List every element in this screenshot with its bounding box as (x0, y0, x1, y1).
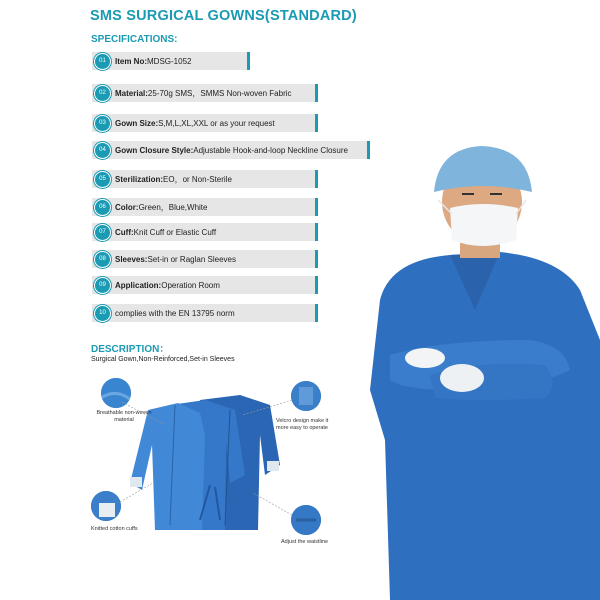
spec-row-accent (315, 170, 318, 188)
spec-number-badge: 08 (94, 251, 111, 268)
spec-label: Cuff: (115, 227, 134, 237)
waist-tie-icon (291, 505, 321, 535)
spec-text (115, 228, 216, 237)
spec-value: Adjustable Hook-and-loop Neckline Closure (193, 145, 348, 155)
spec-value: Operation Room (161, 280, 220, 290)
velcro-detail-image (291, 381, 321, 411)
spec-text (115, 119, 275, 128)
spec-row-color (92, 198, 318, 216)
callout-line (120, 400, 170, 430)
spec-row-item-no (92, 52, 250, 70)
spec-row-accent (315, 304, 318, 322)
spec-text (115, 281, 220, 290)
spec-row-accent (315, 276, 318, 294)
spec-row-accent (315, 223, 318, 241)
spec-row-accent (315, 84, 318, 102)
spec-number-badge: 10 (94, 305, 111, 322)
spec-value: Set-in or Raglan Sleeves (147, 254, 236, 264)
specifications-heading: SPECIFICATIONS: (91, 34, 178, 45)
spec-row-gown-size (92, 114, 318, 132)
spec-row-accent (315, 250, 318, 268)
velcro-icon (291, 381, 321, 411)
waist-detail-image (291, 505, 321, 535)
spec-number-badge: 05 (94, 171, 111, 188)
cuff-icon (91, 491, 121, 521)
spec-row-norm (92, 304, 318, 322)
callout-material: Breathable non-woven material (96, 410, 152, 423)
spec-number-badge: 06 (94, 199, 111, 216)
spec-label: Item No: (115, 56, 147, 66)
spec-text (115, 146, 348, 155)
cuff-detail-image (91, 491, 121, 521)
spec-number-badge: 04 (94, 142, 111, 159)
spec-row-closure (92, 141, 370, 159)
spec-label: Color: (115, 202, 139, 212)
callout-line (118, 480, 158, 510)
spec-value: Green，Blue,White (138, 202, 208, 212)
callout-velcro: Velcro design make it more easy to operate (276, 418, 329, 431)
spec-label: Gown Size: (115, 118, 159, 128)
spec-text (115, 202, 207, 213)
spec-label: Material: (115, 88, 148, 98)
face-mask (450, 204, 518, 246)
description-text: Surgical Gown,Non-Reinforced,Set-in Sleeves (91, 356, 235, 363)
spec-text (115, 255, 236, 264)
surgeon-photo (330, 140, 600, 600)
spec-text (115, 309, 235, 318)
spec-label: Gown Closure Style: (115, 145, 194, 155)
right-glove (440, 364, 484, 392)
spec-label: Sterilization: (115, 174, 164, 184)
page-title: SMS SURGICAL GOWNS(STANDARD) (90, 8, 357, 24)
callout-cuffs: Knitted cotton cuffs (91, 526, 138, 532)
spec-number-badge: 01 (94, 53, 111, 70)
spec-text (115, 174, 232, 185)
spec-label: Sleeves: (115, 254, 148, 264)
description-heading: DESCRIPTION： (91, 344, 170, 355)
callout-waistline: Adjust the waistline (281, 539, 329, 545)
spec-text (115, 88, 292, 99)
spec-value: S,M,L,XL,XXL or as your request (158, 118, 275, 128)
spec-row-accent (315, 198, 318, 216)
spec-value: EO，or Non-Sterile (163, 174, 232, 184)
spec-row-material (92, 84, 318, 102)
spec-row-sterilization (92, 170, 318, 188)
spec-number-badge: 09 (94, 277, 111, 294)
spec-row-accent (315, 114, 318, 132)
spec-label: Application: (115, 280, 162, 290)
spec-value: complies with the EN 13795 norm (115, 308, 235, 318)
spec-number-badge: 03 (94, 115, 111, 132)
surgical-cap (434, 146, 532, 192)
spec-number-badge: 02 (94, 85, 111, 102)
spec-row-cuff (92, 223, 318, 241)
spec-text (115, 57, 191, 66)
spec-value: MDSG-1052 (147, 56, 192, 66)
spec-value: 25-70g SMS，SMMS Non-woven Fabric (147, 88, 292, 98)
spec-value: Knit Cuff or Elastic Cuff (133, 227, 217, 237)
spec-number-badge: 07 (94, 224, 111, 241)
left-glove (405, 348, 445, 368)
spec-row-accent (247, 52, 250, 70)
callout-line (250, 490, 295, 520)
spec-row-application (92, 276, 318, 294)
callout-line (240, 398, 295, 418)
spec-row-sleeves (92, 250, 318, 268)
